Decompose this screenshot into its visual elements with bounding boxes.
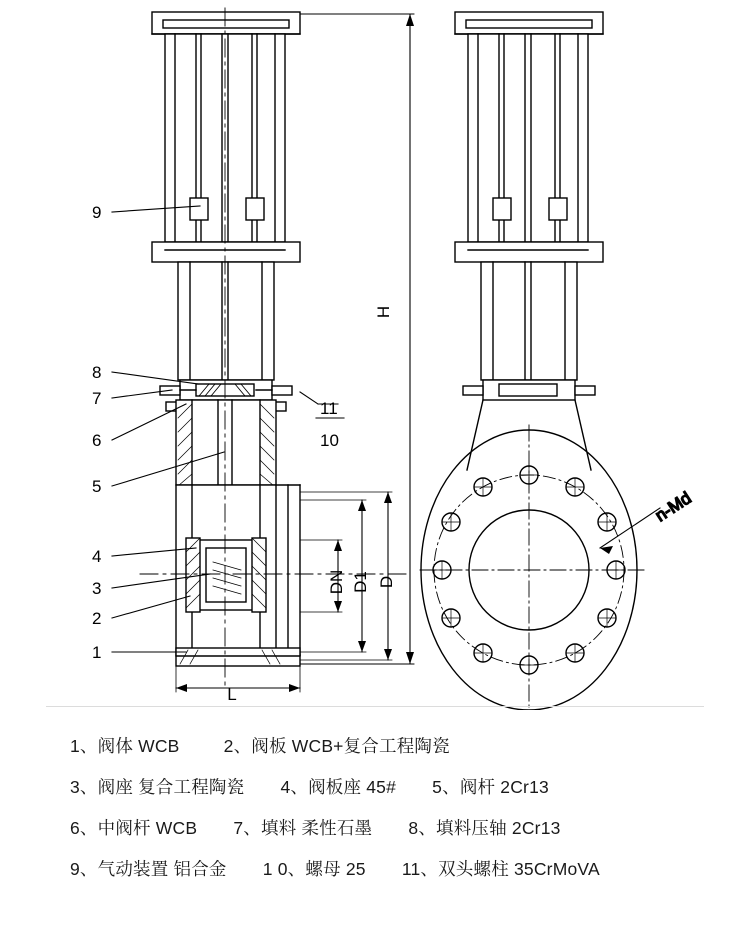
callout-4: 4 [92,547,102,566]
callout-1: 1 [92,643,102,662]
legend-item-11-number: 11、 [401,859,439,879]
legend-item-9 [70,849,227,890]
legend-item-6 [70,808,197,849]
legend-row-4 [70,849,710,890]
dimension-bolt-spec: n-Md [651,488,695,526]
legend-item-4-text: 阀板座 45# [308,777,397,797]
legend-divider [46,706,704,707]
legend-item-7 [233,808,372,849]
legend-row-3 [70,808,710,849]
callout-3: 3 [92,579,102,598]
legend-item-3-text: 阀座 复合工程陶瓷 [97,777,245,797]
legend-item-2-text: 阀板 WCB+复合工程陶瓷 [251,736,450,756]
legend-item-7-text: 填料 柔性石墨 [261,818,373,838]
callout-5: 5 [92,477,102,496]
dimension-DN: DN [327,569,346,595]
callout-2: 2 [92,609,102,628]
legend-item-4-number: 4、 [280,777,309,797]
parts-legend [0,712,750,929]
legend-item-1 [70,726,180,767]
legend-row-2 [70,767,710,808]
dimension-L: L [227,685,237,704]
legend-item-11 [402,849,600,890]
callout-10: 10 [320,431,339,450]
callout-11: 11 [320,399,338,418]
legend-item-10-text: 螺母 25 [305,859,366,879]
dimension-H: H [374,305,393,319]
legend-item-8 [408,808,560,849]
legend-item-5-text: 阀杆 2Cr13 [459,777,549,797]
callout-9: 9 [92,203,102,222]
legend-item-2-number: 2、 [223,736,252,756]
legend-item-8-text: 填料压轴 2Cr13 [436,818,561,838]
legend-item-3-number: 3、 [70,777,98,797]
callout-7: 7 [92,389,102,408]
dimension-D1: D1 [351,571,370,593]
legend-item-11-text: 双头螺柱 35CrMoVA [438,859,600,879]
dimension-D: D [377,575,396,589]
legend-item-9-text: 气动装置 铝合金 [97,859,227,879]
legend-item-10 [263,849,366,890]
callout-8: 8 [92,363,102,382]
legend-item-7-number: 7、 [233,818,261,838]
legend-item-3 [70,767,244,808]
right-elevation-view [420,12,695,710]
legend-item-10-number: 1 0、 [262,859,306,879]
legend-item-1-number: 1、 [70,736,98,756]
legend-item-5 [432,767,549,808]
legend-item-6-text: 中阀杆 WCB [97,818,198,838]
legend-item-6-number: 6、 [70,818,98,838]
legend-item-2 [224,726,450,767]
callout-6: 6 [92,431,102,450]
legend-item-4 [280,767,396,808]
legend-item-9-number: 9、 [70,859,98,879]
legend-item-5-number: 5、 [432,777,460,797]
legend-item-1-text: 阀体 WCB [97,736,180,756]
legend-item-8-number: 8、 [408,818,437,838]
legend-row-1 [70,726,710,767]
